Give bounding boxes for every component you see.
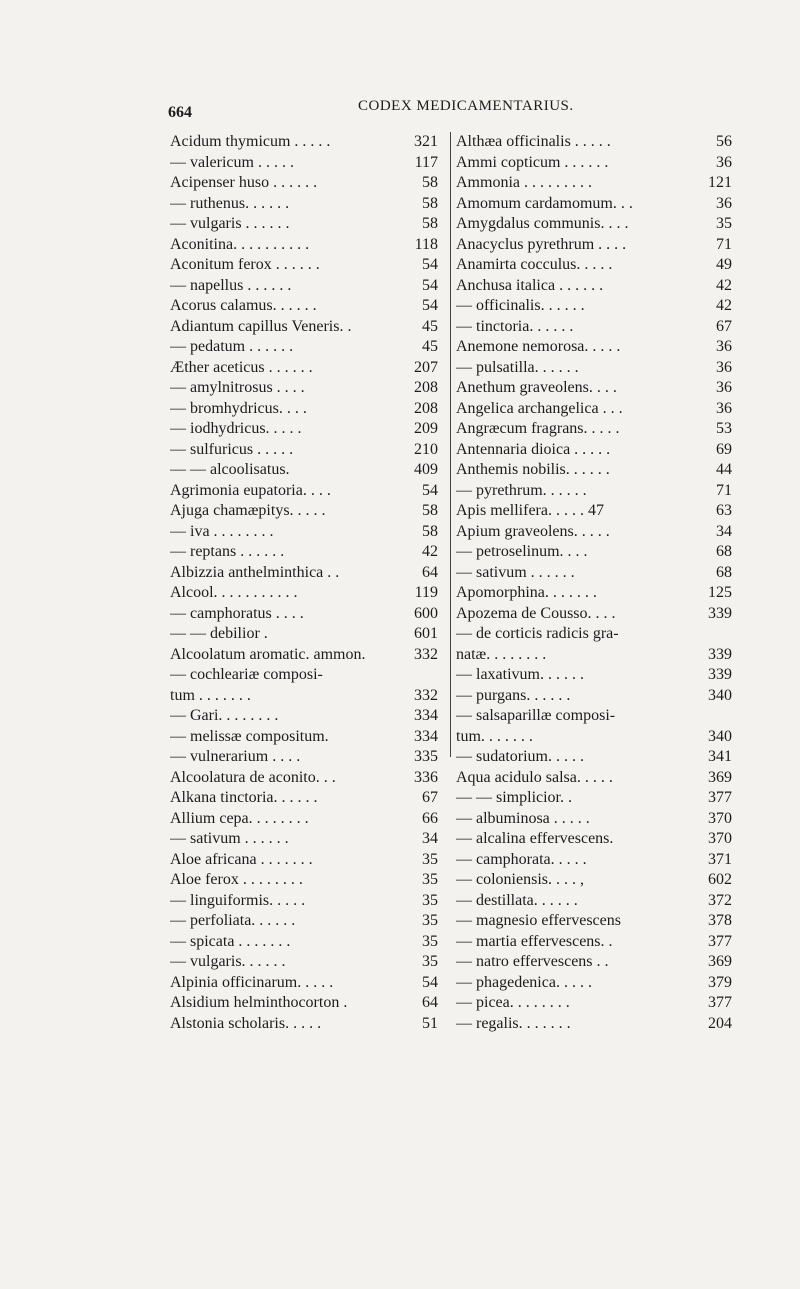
entry-term: — camphorata. . . . .	[456, 850, 587, 868]
entry-page-number: 117	[414, 153, 438, 171]
entry-term: Amygdalus communis. . . .	[456, 215, 629, 232]
index-entry	[170, 563, 442, 584]
index-entry	[456, 604, 736, 625]
entry-term: — — alcoolisatus.	[170, 461, 290, 478]
index-entry	[170, 829, 442, 850]
entry-term: — alcalina effervescens.	[456, 830, 614, 847]
entry-page-number: 119	[414, 584, 438, 601]
index-entry	[456, 317, 736, 338]
entry-term: Acipenser huso . . . . . .	[170, 174, 318, 191]
entry-term: Alcoolatura de aconito. . .	[170, 768, 336, 786]
entry-page-number: 36	[716, 399, 732, 417]
index-entry	[456, 563, 736, 584]
index-entry	[170, 132, 442, 153]
entry-term: — Gari. . . . . . . .	[170, 707, 279, 724]
index-entry	[170, 788, 442, 809]
index-entry	[456, 173, 736, 194]
entry-page-number: 377	[708, 932, 732, 950]
entry-page-number: 332	[414, 686, 438, 704]
entry-page-number: 370	[708, 830, 732, 847]
entry-term: — petroselinum. . . .	[456, 543, 588, 560]
entry-term: Aloe africana . . . . . . .	[170, 850, 313, 868]
page-number: 664	[168, 104, 192, 121]
entry-page-number: 67	[716, 317, 732, 335]
index-entry	[456, 255, 736, 276]
entry-term: — napellus . . . . . .	[170, 276, 292, 294]
index-entry	[170, 604, 442, 625]
entry-page-number: 372	[708, 891, 732, 909]
index-entry	[456, 214, 736, 235]
index-entry	[456, 850, 736, 871]
entry-page-number: 56	[716, 133, 732, 150]
entry-term: — linguiformis. . . . .	[170, 891, 306, 909]
entry-page-number: 36	[716, 153, 732, 171]
entry-term: Angelica archangelica . . .	[456, 399, 623, 417]
index-entry	[456, 419, 736, 440]
entry-term: Aconitina. . . . . . . . . .	[170, 235, 310, 253]
entry-page-number: 409	[414, 461, 438, 478]
entry-term: — pedatum . . . . . .	[170, 338, 294, 355]
index-entry	[170, 993, 442, 1014]
entry-page-number: 42	[716, 297, 732, 314]
index-entry	[456, 952, 736, 973]
entry-page-number: 118	[414, 235, 438, 253]
index-entry	[170, 522, 442, 543]
index-entry	[170, 481, 442, 502]
entry-page-number: 377	[708, 994, 732, 1011]
index-entry	[456, 337, 736, 358]
entry-term: Acidum thymicum . . . . .	[170, 133, 331, 150]
entry-term: Aconitum ferox . . . . . .	[170, 256, 320, 273]
index-entry	[170, 809, 442, 830]
index-entry	[170, 460, 442, 481]
index-entry	[170, 419, 442, 440]
entry-term: — ruthenus. . . . . .	[170, 194, 290, 212]
entry-page-number: 335	[414, 748, 438, 765]
index-entry	[170, 891, 442, 912]
index-entry	[170, 768, 442, 789]
entry-term: Albizzia anthelminthica . .	[170, 563, 340, 581]
entry-term: — de corticis radicis gra-	[456, 625, 619, 642]
index-entry	[170, 501, 442, 522]
entry-term: Anacyclus pyrethrum . . . .	[456, 235, 627, 253]
index-entry	[456, 727, 736, 748]
column-divider	[450, 132, 451, 757]
entry-page-number: 336	[414, 768, 438, 786]
entry-term: Anchusa italica . . . . . .	[456, 276, 604, 294]
entry-term: Anethum graveolens. . . .	[456, 379, 617, 396]
index-entry	[456, 153, 736, 174]
index-entry	[170, 645, 442, 666]
entry-page-number: 66	[422, 809, 438, 827]
index-entry	[170, 1014, 442, 1035]
entry-term: — bromhydricus. . . .	[170, 399, 307, 417]
index-entry	[456, 788, 736, 809]
index-entry	[456, 378, 736, 399]
index-entry	[456, 891, 736, 912]
index-entry	[170, 378, 442, 399]
entry-page-number: 35	[422, 932, 438, 950]
index-entry	[170, 911, 442, 932]
index-entry	[456, 706, 736, 727]
entry-term: — melissæ compositum.	[170, 727, 329, 745]
entry-page-number: 71	[716, 235, 732, 253]
index-entry	[456, 645, 736, 666]
entry-page-number: 54	[422, 481, 438, 499]
entry-page-number: 36	[716, 194, 732, 212]
entry-term: — phagedenica. . . . .	[456, 973, 592, 991]
index-entry	[456, 460, 736, 481]
index-entry	[170, 173, 442, 194]
index-entry	[456, 542, 736, 563]
entry-page-number: 36	[716, 379, 732, 396]
entry-page-number: 332	[414, 645, 438, 663]
entry-term: — sudatorium. . . . .	[456, 748, 584, 765]
entry-term: — natro effervescens . .	[456, 953, 609, 970]
index-entry	[456, 235, 736, 256]
entry-page-number: 64	[422, 994, 438, 1011]
index-entry	[170, 850, 442, 871]
entry-page-number: 36	[716, 358, 732, 376]
entry-page-number: 369	[708, 768, 732, 786]
entry-term: — spicata . . . . . . .	[170, 932, 291, 950]
index-entry	[456, 973, 736, 994]
entry-page-number: 210	[414, 440, 438, 458]
entry-term: — amylnitrosus . . . .	[170, 379, 305, 396]
entry-term: Alcoolatum aromatic. ammon.	[170, 645, 366, 663]
entry-term: — albuminosa . . . . .	[456, 809, 590, 827]
entry-page-number: 68	[716, 543, 732, 560]
entry-term: — magnesio effervescens	[456, 912, 621, 929]
entry-page-number: 58	[422, 522, 438, 540]
index-entry	[170, 235, 442, 256]
entry-term: Antennaria dioica . . . . .	[456, 440, 611, 458]
index-entry	[456, 194, 736, 215]
entry-page-number: 204	[708, 1014, 732, 1032]
entry-term: Agrimonia eupatoria. . . .	[170, 481, 331, 499]
index-entry	[170, 399, 442, 420]
entry-term: — martia effervescens. .	[456, 932, 613, 950]
entry-term: tum . . . . . . .	[170, 686, 251, 704]
entry-page-number: 45	[422, 338, 438, 355]
entry-term: Anamirta cocculus. . . . .	[456, 256, 613, 273]
entry-page-number: 369	[708, 953, 732, 970]
entry-page-number: 371	[708, 850, 732, 868]
index-entry	[456, 686, 736, 707]
index-entry	[170, 706, 442, 727]
entry-page-number: 600	[414, 604, 438, 622]
entry-page-number: 35	[422, 850, 438, 868]
entry-term: — vulgaris . . . . . .	[170, 215, 290, 232]
index-entry	[456, 993, 736, 1014]
entry-term: Apomorphina. . . . . . .	[456, 584, 597, 601]
entry-page-number: 64	[422, 563, 438, 581]
index-entry	[456, 481, 736, 502]
entry-term: Anthemis nobilis. . . . . .	[456, 461, 610, 478]
index-entry	[170, 727, 442, 748]
entry-page-number: 340	[708, 727, 732, 745]
entry-page-number: 339	[708, 645, 732, 663]
entry-term: — vulgaris. . . . . .	[170, 953, 286, 970]
index-entry	[456, 1014, 736, 1035]
entry-page-number: 36	[716, 338, 732, 355]
entry-page-number: 71	[716, 481, 732, 499]
entry-page-number: 339	[708, 666, 732, 683]
entry-term: — salsaparillæ composi-	[456, 707, 616, 724]
entry-page-number: 54	[422, 297, 438, 314]
index-entry	[170, 973, 442, 994]
entry-page-number: 54	[422, 276, 438, 294]
index-entry	[456, 276, 736, 297]
entry-page-number: 67	[422, 789, 438, 806]
entry-term: Apium graveolens. . . . .	[456, 522, 610, 540]
entry-term: Ajuga chamæpitys. . . . .	[170, 502, 326, 519]
entry-term: tum. . . . . . .	[456, 727, 533, 745]
entry-page-number: 35	[422, 891, 438, 909]
entry-term: — valericum . . . . .	[170, 153, 294, 171]
entry-term: — — debilior .	[170, 625, 268, 642]
entry-page-number: 340	[708, 686, 732, 704]
entry-term: Aloe ferox . . . . . . . .	[170, 871, 303, 888]
entry-page-number: 42	[422, 543, 438, 560]
index-entry	[170, 317, 442, 338]
entry-term: natæ. . . . . . . .	[456, 645, 547, 663]
index-entry	[456, 911, 736, 932]
index-entry	[170, 583, 442, 604]
entry-term: Althæa officinalis . . . . .	[456, 133, 611, 150]
entry-term: — sativum . . . . . .	[170, 830, 289, 847]
index-entry	[170, 194, 442, 215]
entry-term: Angræcum fragrans. . . . .	[456, 420, 620, 437]
entry-term: — officinalis. . . . . .	[456, 297, 585, 314]
index-entry	[170, 932, 442, 953]
entry-page-number: 58	[422, 502, 438, 519]
entry-page-number: 63	[716, 502, 732, 519]
entry-term: — picea. . . . . . . .	[456, 994, 570, 1011]
entry-page-number: 54	[422, 256, 438, 273]
index-entry	[170, 624, 442, 645]
entry-term: — sulfuricus . . . . .	[170, 440, 294, 458]
entry-page-number: 208	[414, 399, 438, 417]
entry-term: Alcool. . . . . . . . . . .	[170, 584, 298, 601]
entry-page-number: 69	[716, 440, 732, 458]
entry-page-number: 208	[414, 379, 438, 396]
running-head: CODEX MEDICAMENTARIUS.	[358, 98, 574, 114]
index-entry	[170, 686, 442, 707]
entry-page-number: 377	[708, 789, 732, 806]
entry-term: — vulnerarium . . . .	[170, 748, 301, 765]
entry-term: Aqua acidulo salsa. . . . .	[456, 768, 613, 786]
index-entry	[456, 358, 736, 379]
entry-page-number: 53	[716, 420, 732, 437]
entry-page-number: 602	[708, 871, 732, 888]
entry-page-number: 341	[708, 748, 732, 765]
entry-term: Ammi copticum . . . . . .	[456, 153, 609, 171]
entry-term: — sativum . . . . . .	[456, 563, 575, 581]
index-entry	[170, 337, 442, 358]
entry-page-number: 44	[716, 461, 732, 478]
entry-page-number: 42	[716, 276, 732, 294]
entry-page-number: 35	[422, 953, 438, 970]
right-index-column	[456, 132, 736, 1034]
entry-page-number: 121	[708, 174, 732, 191]
entry-page-number: 51	[422, 1014, 438, 1032]
index-entry	[456, 665, 736, 686]
index-entry	[170, 296, 442, 317]
index-entry	[170, 440, 442, 461]
entry-term: — laxativum. . . . . .	[456, 666, 584, 683]
entry-page-number: 58	[422, 215, 438, 232]
entry-page-number: 321	[414, 133, 438, 150]
entry-term: — pulsatilla. . . . . .	[456, 358, 579, 376]
index-entry	[170, 747, 442, 768]
entry-page-number: 334	[414, 727, 438, 745]
index-entry	[456, 296, 736, 317]
entry-term: Amomum cardamomum. . .	[456, 194, 633, 212]
index-entry	[456, 768, 736, 789]
entry-term: Alpinia officinarum. . . . .	[170, 973, 334, 991]
entry-term: Ammonia . . . . . . . . .	[456, 174, 592, 191]
index-entry	[456, 747, 736, 768]
index-entry	[170, 214, 442, 235]
entry-page-number: 339	[708, 604, 732, 622]
entry-term: Adiantum capillus Veneris. .	[170, 317, 352, 335]
index-entry	[170, 255, 442, 276]
entry-page-number: 35	[422, 912, 438, 929]
entry-term: — regalis. . . . . . .	[456, 1014, 571, 1032]
entry-page-number: 379	[708, 973, 732, 991]
entry-page-number: 68	[716, 563, 732, 581]
entry-page-number: 58	[422, 174, 438, 191]
entry-page-number: 54	[422, 973, 438, 991]
entry-term: Acorus calamus. . . . . .	[170, 297, 317, 314]
index-entry	[456, 132, 736, 153]
index-entry	[456, 829, 736, 850]
entry-term: Anemone nemorosa. . . . .	[456, 338, 621, 355]
index-entry	[170, 870, 442, 891]
index-entry	[170, 952, 442, 973]
entry-page-number: 58	[422, 194, 438, 212]
entry-page-number: 34	[422, 830, 438, 847]
entry-term: — purgans. . . . . .	[456, 686, 571, 704]
entry-term: — iodhydricus. . . . .	[170, 420, 302, 437]
entry-term: — reptans . . . . . .	[170, 543, 285, 560]
entry-page-number: 209	[414, 420, 438, 437]
index-entry	[456, 583, 736, 604]
index-entry	[456, 399, 736, 420]
index-entry	[456, 501, 736, 522]
index-entry	[456, 522, 736, 543]
index-entry	[170, 153, 442, 174]
entry-page-number: 35	[422, 871, 438, 888]
entry-term: Apis mellifera. . . . . 47	[456, 502, 604, 519]
index-entry	[456, 440, 736, 461]
entry-page-number: 34	[716, 522, 732, 540]
entry-term: Allium cepa. . . . . . . .	[170, 809, 309, 827]
index-entry	[456, 809, 736, 830]
entry-term: — destillata. . . . . .	[456, 891, 578, 909]
entry-term: Alsidium helminthocorton .	[170, 994, 348, 1011]
entry-page-number: 125	[708, 584, 732, 601]
entry-term: Æther aceticus . . . . . .	[170, 358, 313, 376]
entry-page-number: 334	[414, 707, 438, 724]
entry-page-number: 45	[422, 317, 438, 335]
entry-page-number: 49	[716, 256, 732, 273]
entry-term: — — simplicior. .	[456, 789, 572, 806]
index-entry	[170, 276, 442, 297]
index-entry	[456, 870, 736, 891]
entry-term: — coloniensis. . . . ,	[456, 871, 584, 888]
entry-page-number: 35	[716, 215, 732, 232]
entry-term: — tinctoria. . . . . .	[456, 317, 574, 335]
entry-term: — camphoratus . . . .	[170, 604, 304, 622]
entry-term: — cochleariæ composi-	[170, 666, 323, 683]
index-entry	[170, 542, 442, 563]
entry-term: Alkana tinctoria. . . . . .	[170, 789, 318, 806]
entry-term: — pyrethrum. . . . . .	[456, 481, 587, 499]
index-entry	[170, 358, 442, 379]
left-index-column	[170, 132, 442, 1034]
entry-page-number: 601	[414, 625, 438, 642]
index-entry	[170, 665, 442, 686]
entry-term: Apozema de Cousso. . . .	[456, 604, 616, 622]
entry-term: — perfoliata. . . . . .	[170, 912, 296, 929]
entry-page-number: 378	[708, 912, 732, 929]
entry-page-number: 370	[708, 809, 732, 827]
index-entry	[456, 624, 736, 645]
index-entry	[456, 932, 736, 953]
entry-term: — iva . . . . . . . .	[170, 522, 274, 540]
entry-page-number: 207	[414, 358, 438, 376]
entry-term: Alstonia scholaris. . . . .	[170, 1014, 322, 1032]
